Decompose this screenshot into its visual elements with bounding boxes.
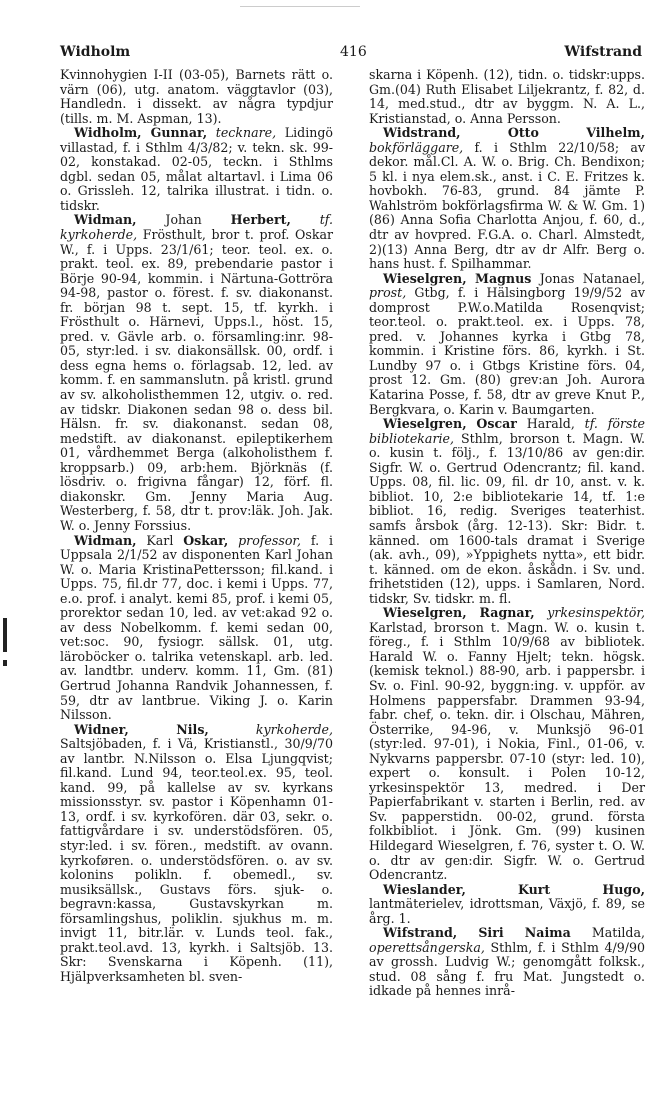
right-column xyxy=(369,68,645,999)
scan-artifact xyxy=(240,0,360,7)
entry-wieselgren-oscar: Wieselgren, Oscar Harald, tf. förste bibliotekarie, Sthlm, brorson t. Magn. W. o. kusin t. följ., f. 13/10/86 av gen:dir. Sigfr. W. o. Gertrud Odencrantz; fil. kand. Upps. 08, fil. lic. 09, fil. dr 10, anst. v. k. bibliot. 10, 2:e bibliotekarie 14, tf. 1:e bibliot. 16, redig. Sveriges teaterhist. samfs årsbok (årg. 12-13). Skr: Bidr. t. känned. om 1600-tals dramat i Sverige (ak. avh., 09), »Yppighets nytta», ett bidr. t. känned. om de ekon. åskådn. i Sv. und. frihetstiden (12), upps. i Samlaren, Nord. tidskr, Sv. tidskr. m. fl. xyxy=(369,416,645,606)
entry-continuation: skarna i Köpenh. (12), tidn. o. tidskr:upps. Gm.(04) Ruth Elisabet Liljekrantz, f. 82, d. 14, med.stud., dtr av byggm. N. A. L., Kristianstad, o. Anna Persson. xyxy=(369,67,645,126)
entry-wieselgren-magnus: Wieselgren, Magnus Jonas Natanael, prost, Gtbg, f. i Hälsingborg 19/9/52 av domprost P.W.o.Matilda Rosenqvist; teor.teol. o. prakt.teol. ex. i Upps. 78, pred. v. Johannes kyrka i Gtbg 78, kommin. i Kristine förs. 86, kyrkh. i St. Lundby 97 o. i Gtbgs Kristine förs. 04, prost 12. Gm. (80) grev:an Joh. Aurora Katarina Posse, f. 58, dtr av greve Knut P., Bergkvara, o. Karin v. Baumgarten. xyxy=(369,270,645,417)
running-head-right: Wifstrand xyxy=(564,44,642,60)
margin-mark xyxy=(3,618,7,652)
entry-continuation: Kvinnohygien I-II (03-05), Barnets rätt o. värn (06), utg. anatom. väggtavlor (03), Handledn. i dissekt. av några typdjur (tills. m. M. Aspman, 13). xyxy=(60,67,333,126)
entry-wifstrand-siri: Wifstrand, Siri Naima Matilda, operettsångerska, Sthlm, f. i Sthlm 4/9/90 av grossh. Ludvig W.; genomgått folksk., stud. 08 sång f. fru Mat. Jungstedt o. idkade på hennes inrå- xyxy=(369,925,645,999)
entry-widman-johan-herbert: Widman, Johan Herbert, tf. kyrkoherde, Frösthult, bror t. prof. Oskar W., f. i Upps. 23/1/61; teor. teol. ex. o. prakt. teol. ex. 89, prebendarie pastor i Börje 90-94, kommin. i Närtuna-Gottröra 94-98, pastor o. förest. f. sv. diakonanst. fr. början 98 t. sept. 15, tf. kyrkh. i Frösthult o. Härnevi, Upps.l., höst. 15, pred. v. Gävle arb. o. församling:inr. 98-05, styr:led. i sv. diakonsällsk. 00, ordf. i dess egna hems o. förlagsab. 12, led. av komm. f. en sammanslutn. på kristl. grund av sv. alkoholisthemmen 12, utgiv. o. red. av tidskr. Diakonen sedan 98 o. dess bil. Hälsn. fr. sv. diakonanst. sedan 08, medstift. av diakonanst. epileptikerhem 01, vårdhemmet Berga (alkoholisthem f. kroppsarb.) 09, arb:hem. Björknäs (f. lösdriv. o. frigivna fångar) 12, förf. fl. diakonskr. Gm. Jenny Maria Aug. Westerberg, f. 58, dtr t. prov:läk. Joh. Jak. W. o. Jenny Forssius. xyxy=(60,212,333,533)
entry-wieslander-kurt: Wieslander, Kurt Hugo, lantmäterielev, idrottsman, Växjö, f. 89, se årg. 1. xyxy=(369,881,645,926)
entry-widman-karl-oskar: Widman, Karl Oskar, professor, f. i Uppsala 2/1/52 av disponenten Karl Johan W. o. Maria KristinaPettersson; fil.kand. i Upps. 75, fil.dr 77, doc. i kemi i Upps. 77, e.o. prof. i analyt. kemi 85, prof. i kemi 05, prorektor sedan 10, led. av vet:akad 92 o. av dess Nobelkomm. f. kemi sedan 00, vet:soc. 90, fysiogr. sällsk. 01, utg. läroböcker o. talrika vetenskapl. arb. led. av. landtbr. underv. komm. 11, Gm. (81) Gertrud Johanna Randvik Johannessen, f. 59, dtr av lantbrue. Viking J. o. Karin Nilsson. xyxy=(60,532,333,723)
page-number: 416 xyxy=(340,44,367,60)
entry-widholm-gunnar: Widholm, Gunnar, tecknare, Lidingö villastad, f. i Sthlm 4/3/82; v. tekn. sk. 99-02, konstakad. 02-05, teckn. i Sthlms dgbl. sedan 05, målat altartavl. i Lima 06 o. Grissleh. 12, talrika illustrat. i tidn. o. tidskr. xyxy=(60,125,333,213)
page-header xyxy=(60,44,642,66)
entry-widstrand-otto: Widstrand, Otto Vilhelm, bokförläggare, f. i Sthlm 22/10/58; av dekor. mål.Cl. A. W. o. Brig. Ch. Bendixon; 5 kl. i nya elem.sk., anst. i C. E. Fritzes k. hovbokh. 76-83, grund. 84 jämte P. Wahlström bokförlagsfirma W. & W. Gm. 1) (86) Anna Sofia Charlotta Anjou, f. 60, d., dtr av hovpred. F.G.A. o. Charl. Almstedt, 2)(13) Anna Berg, dtr av dr Alfr. Berg o. hans hust. f. Spilhammar. xyxy=(369,125,645,272)
running-head-left: Widholm xyxy=(60,44,131,60)
left-column xyxy=(60,68,333,984)
margin-dot xyxy=(3,660,7,666)
entry-wieselgren-ragnar: Wieselgren, Ragnar, yrkesinspektör, Karlstad, brorson t. Magn. W. o. kusin t. föreg., f. i Sthlm 10/9/68 av bibliotek. Harald W. o. Fanny Hjelt; tekn. högsk. (kemisk teknol.) 88-90, arb. i pappersbr. i Sv. o. Finl. 90-92, byggn:ing. v. uppför. av Holmens pappersfabr. Drammen 93-94, fabr. chef, o. tekn. dir. i Olschau, Mähren, Österrike, 94-96, v. Munksjö 96-01 (styr:led. 97-01), i Nokia, Finl., 01-06, v. Nykvarns pappersbr. 07-10 (styr: led. 10), expert o. konsult. i Polen 10-12, yrkesinspektör 13, medred. i Der Papierfabrikant v. starten i Berlin, red. av Sv. papperstidn. 00-02, grund. första folkbibliot. i Jönk. Gm. (99) kusinen Hildegard Wieselgren, f. 76, syster t. O. W. o. dtr av gen:dir. Sigfr. W. o. Gertrud Odencrantz. xyxy=(369,605,645,883)
entry-widner-nils: Widner, Nils, kyrkoherde, Saltsjöbaden, f. i Vä, Kristianstl., 30/9/70 av lantbr. N.Nilsson o. Elsa Ljungqvist; fil.kand. Lund 94, teor.teol.ex. 95, teol. kand. 99, på kallelse av sv. kyrkans missionsstyr. sv. pastor i Köpenhamn 01-13, ordf. i sv. kyrkofören. där 03, sekr. o. fattigvårdare i sv. understödsfören. 05, styr:led. i sv. fören., medstift. av ovann. kyrkoføren. o. understödsfören. o. av sv. kolonins polikln. f. obemedl., sv. musiksällsk., Gustavs förs. sjuk- o. begravn:kassa, Gustavskyrkan m. församlingshus, poliklin. sjukhus m. m. invigt 11, bitr.lär. v. Lunds teol. fak., prakt.teol.avd. 13, kyrkh. i Saltsjöb. 13. Skr: Svenskarna i Köpenh. (11), Hjälpverksamheten bl. sven- xyxy=(60,721,333,984)
